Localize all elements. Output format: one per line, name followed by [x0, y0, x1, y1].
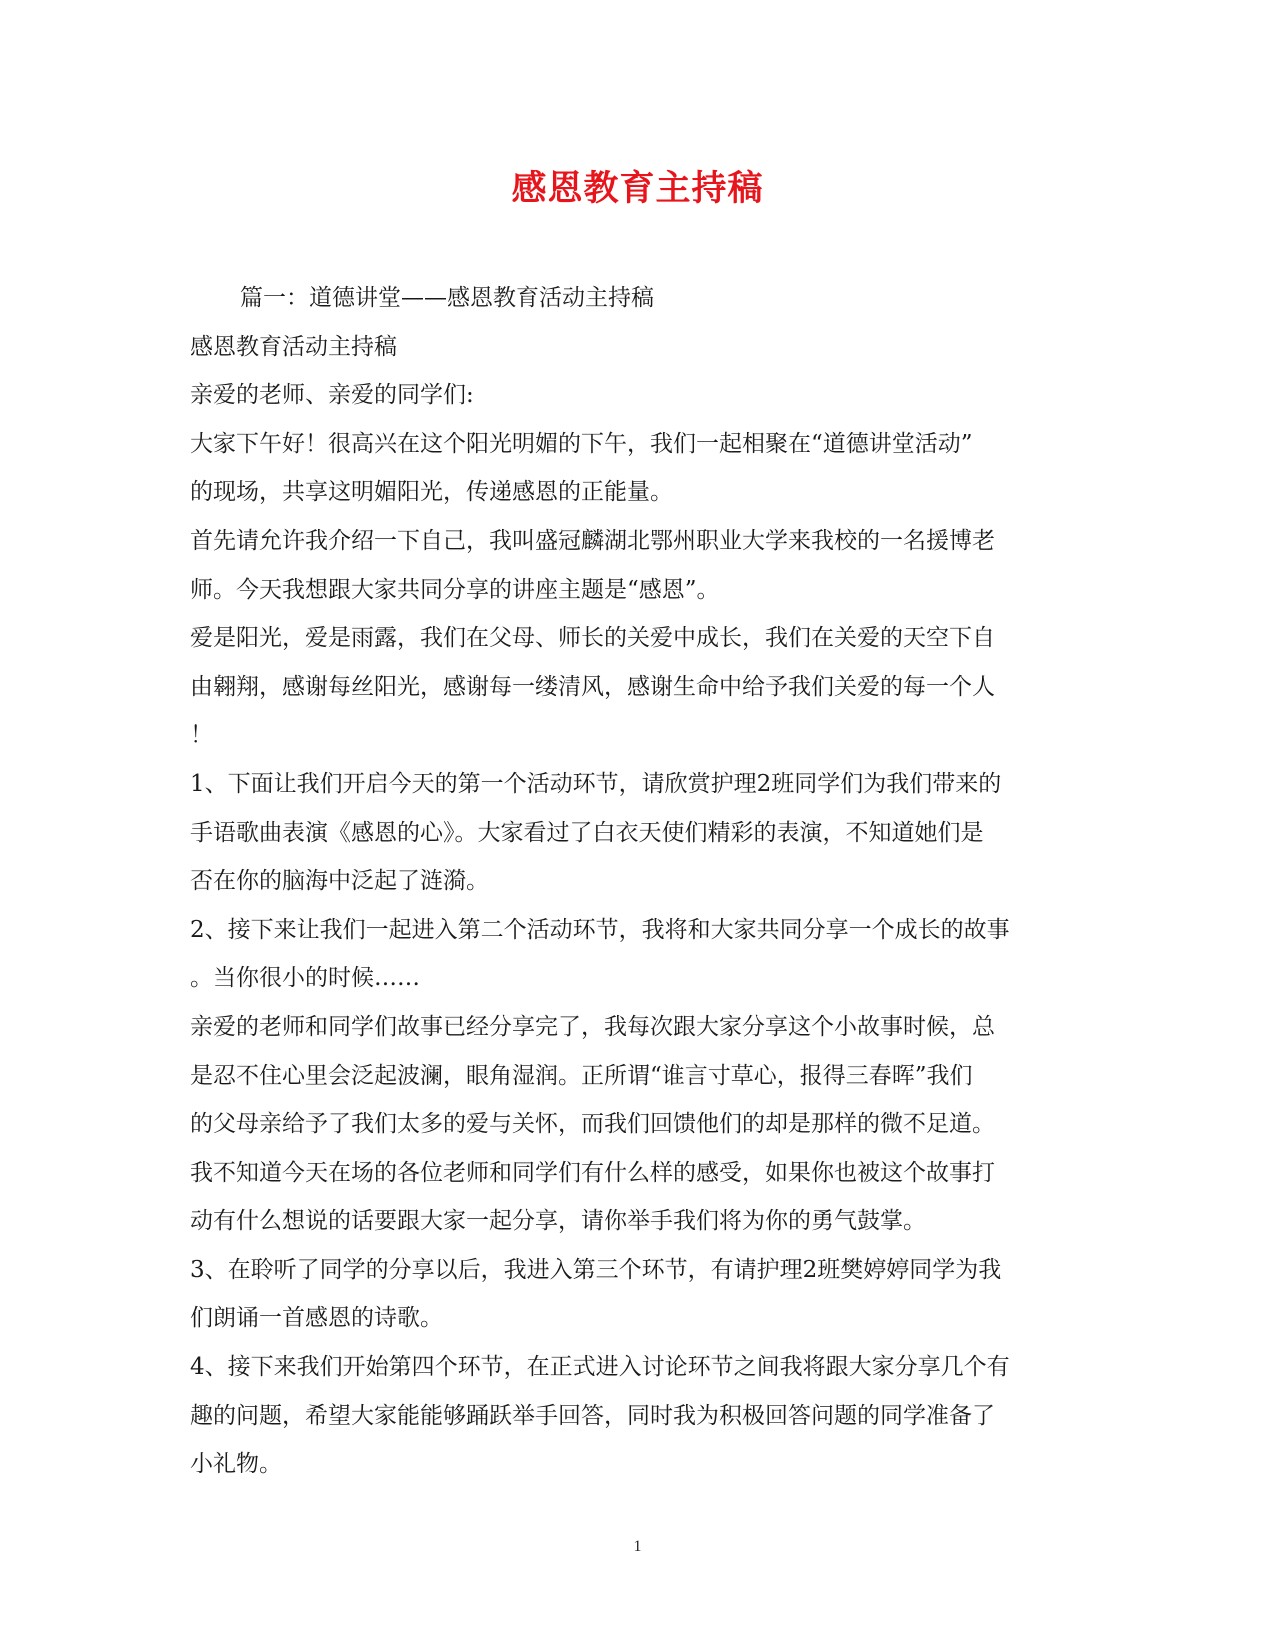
- paragraph-line: 小礼物。: [190, 1451, 282, 1478]
- document-body: [190, 274, 1085, 1489]
- paragraph-line: 师。今天我想跟大家共同分享的讲座主题是“感恩”。: [190, 576, 720, 603]
- paragraph-line: 手语歌曲表演《感恩的心》。大家看过了白衣天使们精彩的表演，不知道她们是: [190, 819, 984, 846]
- paragraph-line: 亲爱的老师和同学们故事已经分享完了，我每次跟大家分享这个小故事时候，总: [190, 1013, 995, 1040]
- greeting-line: 亲爱的老师、亲爱的同学们:: [190, 382, 474, 409]
- section-heading: 篇一：道德讲堂——感恩教育活动主持稿: [240, 285, 654, 311]
- paragraph-line: 4、接下来我们开始第四个环节，在正式进入讨论环节之间我将跟大家分享几个有: [190, 1354, 1010, 1381]
- paragraph-line: 否在你的脑海中泛起了涟漪。: [190, 868, 489, 895]
- paragraph-line: 1、下面让我们开启今天的第一个活动环节，请欣赏护理2班同学们为我们带来的: [190, 770, 1002, 797]
- paragraph-line: ！: [190, 722, 213, 749]
- paragraph-line: 趣的问题，希望大家能能够踊跃举手回答，同时我为积极回答问题的同学准备了: [190, 1402, 995, 1429]
- paragraph-line: 2、接下来让我们一起进入第二个活动环节，我将和大家共同分享一个成长的故事: [190, 916, 1010, 943]
- paragraph-line: 大家下午好！很高兴在这个阳光明媚的下午，我们一起相聚在“道德讲堂活动”: [190, 430, 973, 457]
- paragraph-line: 们朗诵一首感恩的诗歌。: [190, 1305, 443, 1332]
- paragraph-line: 3、在聆听了同学的分享以后，我进入第三个环节，有请护理2班樊婷婷同学为我: [190, 1256, 1002, 1283]
- paragraph-line: 我不知道今天在场的各位老师和同学们有什么样的感受，如果你也被这个故事打: [190, 1159, 995, 1186]
- paragraph-line: 的父母亲给予了我们太多的爱与关怀，而我们回馈他们的却是那样的微不足道。: [190, 1111, 995, 1138]
- paragraph-line: 动有什么想说的话要跟大家一起分享，请你举手我们将为你的勇气鼓掌。: [190, 1208, 926, 1235]
- paragraph-line: 由翱翔，感谢每丝阳光，感谢每一缕清风，感谢生命中给予我们关爱的每一个人: [190, 673, 995, 700]
- document-title: 感恩教育主持稿: [511, 168, 764, 209]
- paragraph-line: 是忍不住心里会泛起波澜，眼角湿润。正所谓“谁言寸草心，报得三春晖”我们: [190, 1062, 973, 1089]
- subtitle-line: 感恩教育活动主持稿: [190, 333, 397, 360]
- paragraph-line: 爱是阳光，爱是雨露，我们在父母、师长的关爱中成长，我们在关爱的天空下自: [190, 625, 995, 652]
- paragraph-line: 的现场，共享这明媚阳光，传递感恩的正能量。: [190, 479, 673, 506]
- page-number: 1: [633, 1538, 642, 1555]
- paragraph-line: 首先请允许我介绍一下自己，我叫盛冠麟湖北鄂州职业大学来我校的一名援博老: [190, 527, 995, 554]
- paragraph-line: 。当你很小的时候……: [190, 965, 420, 992]
